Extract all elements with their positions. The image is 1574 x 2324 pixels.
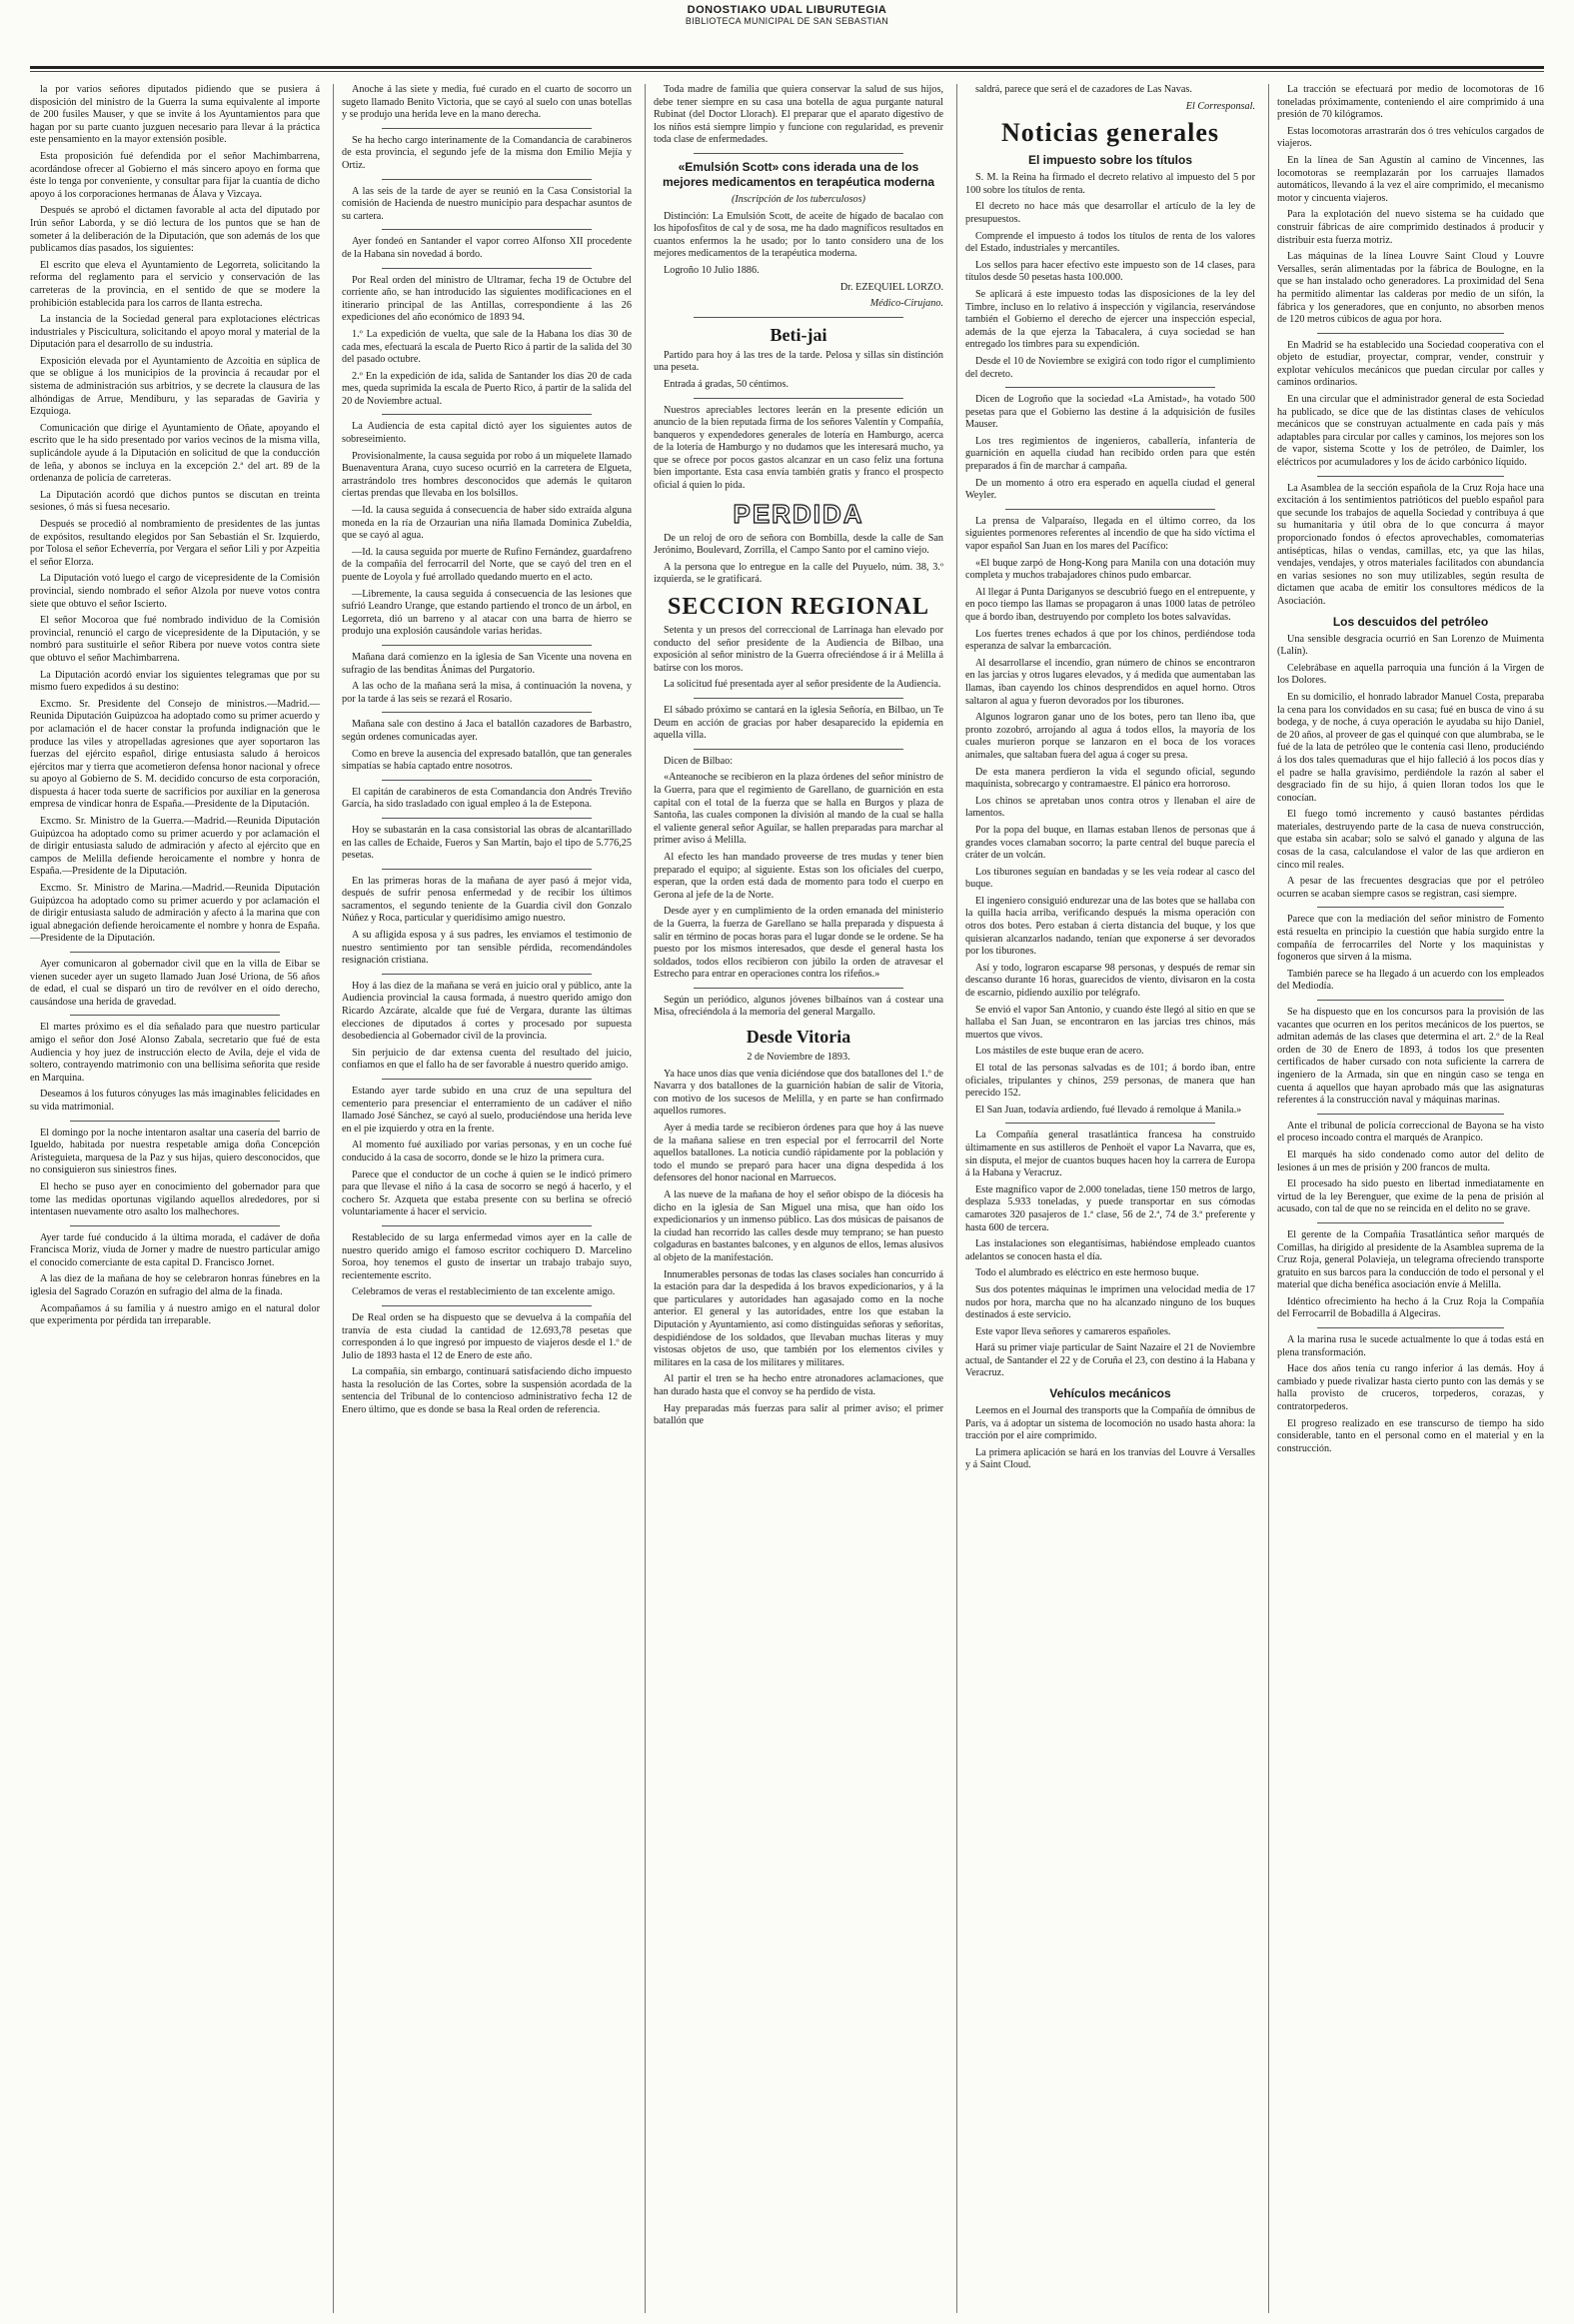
paragraph: Al efecto les han mandado proveerse de tres mudas y tener bien preparado el equipo; al siguiente. Estas son los oficiales del cuerpo, esperan, que la orden está dada de momento para todo el cuerpo en Gerona al jefe de la de Norte. bbox=[654, 851, 943, 901]
paragraph: De esta manera perdieron la vida el segundo oficial, segundo maquinista, sobrecargo y contramaestre. El pánico era horroroso. bbox=[965, 766, 1255, 791]
paragraph: Este vapor lleva señores y camareros españoles. bbox=[975, 1325, 1171, 1337]
divider bbox=[1005, 509, 1215, 510]
paragraph: Todo el alumbrado es eléctrico en este hermoso buque. bbox=[975, 1267, 1199, 1279]
paragraph: El progreso realizado en ese transcurso de tiempo ha sido considerable, tanto en el personal como en el material y en la construcción. bbox=[1277, 1417, 1544, 1454]
divider bbox=[694, 317, 903, 318]
paragraph: Según un periódico, algunos jóvenes bilbaínos van á costear una Misa, ofreciéndola á la memoria del general Margallo. bbox=[654, 994, 943, 1019]
paragraph: Para la explotación del nuevo sistema se ha cuidado que construir fábricas de aire comprimido destinados á producir y distribuir esta fuerza motriz. bbox=[1277, 209, 1544, 246]
paragraph: Entrada á gradas, 50 céntimos. bbox=[664, 378, 789, 390]
paragraph: Ayer comunicaron al gobernador civil que en la villa de Eibar se vienen suceder ayer un sugeto llamado Juan José Uriona, de 56 años de edad, el cual se disparó un tiro de revólver en el oído derecho, causándose una herida de gravedad. bbox=[30, 959, 320, 1008]
divider bbox=[382, 229, 592, 230]
paragraph: La primera aplicación se hará en los tranvías del Louvre á Versalles y á Saint Cloud. bbox=[965, 1446, 1255, 1471]
paragraph: En Madrid se ha establecido una Sociedad cooperativa con el objeto de estudiar, proyectar, comprar, vender, construir y explotar vehículos mecánicos que puedan circular por calles y caminos ordinarios. bbox=[1277, 339, 1544, 389]
paragraph: Hoy á las diez de la mañana se verá en juicio oral y público, ante la Audiencia provincial la causa formada, á nuestro querido amigo don Ricardo Azcárate, alcalde que fué de Vergara, durante las últimas elecciones de diputados á cortes y procesado por supuesta desobediencia al Gobernador civil de la provincia. bbox=[342, 980, 632, 1043]
column-separator bbox=[333, 84, 334, 2313]
paragraph: Sus dos potentes máquinas le imprimen una velocidad media de 17 nudos por hora, marcha que no ha alcanzado ninguno de los buques destinados á este servicio. bbox=[965, 1283, 1255, 1321]
paragraph: Esta proposición fué defendida por el señor Machimbarrena, acordándose ofrecer al Gobierno el más sincero apoyo en forma que éste lo tenga por conveniente, y consultar para fijar la cuantía de dicho apoyo á los corporaciones hermanas de Álava y Vizcaya. bbox=[30, 150, 320, 200]
paragraph: En su domicilio, el honrado labrador Manuel Costa, preparaba la cena para los convidados en su casa; fué en busca de vino á su bodega, y de noche, á cuya operación le ayudaba su hijo Daniel, de 20 años, al proveer de gas el quinqué con que alumbraba, se le fué de la lata de petróleo que le contenía casi lleno, produciéndo á los dos tales quemaduras que el hijo falleció á los pocos días y el padre se halla gravísimo, perdiéndole la razón al saber el desgraciado fin de su hijo, á quien lloran todos los que le conocían. bbox=[1277, 691, 1544, 804]
paragraph: El fuego tomó incremento y causó bastantes pérdidas materiales, destruyendo parte de la casa de nueva construcción, que estaba sin acabar; solo se salvó el ganado y alguna de las cosas de la casa, calculandose el valor de las que ardieron en cinco mil reales. bbox=[1277, 809, 1544, 871]
paragraph: Los tiburones seguían en bandadas y se les veía rodear al casco del buque. bbox=[965, 866, 1255, 891]
column-5 bbox=[1277, 84, 1544, 2313]
paragraph: Por la popa del buque, en llamas estaban llenos de personas que á grandes voces clamaban socorro; la parte central del buque parecía el cráter de un volcán. bbox=[965, 824, 1255, 862]
paragraph: —Id. la causa seguida por muerte de Rufino Fernández, guardafreno de la compañía del ferrocarril del Norte, que se cayó del tren en el puente de Loyola y fué arrollado quedando muerto en el acto. bbox=[342, 546, 632, 583]
divider bbox=[382, 128, 592, 129]
divider bbox=[694, 988, 903, 989]
paragraph: Se ha dispuesto que en los concursos para la provisión de las vacantes que ocurren en los peritos mecánicos de los puertos, se admitan además de las clases que determina el art. 2.º de la Real orden de 30 de Enero de 1893, á todos los que presenten certificados de haber cursado con nota suficiente la carrera de ingeniero de la Armada, sin que en ningún caso se tenga en cuenta á aquellos que hayan aprobado más que las asignaturas referentes á la construcción naval y máquinas marinas. bbox=[1277, 1007, 1544, 1107]
ad-heading: «Emulsión Scott» cons iderada una de los mejores medicamentos en terapéutica moderna bbox=[662, 159, 935, 189]
column-separator bbox=[956, 84, 957, 2313]
paragraph: La Diputación votó luego el cargo de vicepresidente de la Comisión provincial, siendo nombrado el señor Alzola por nueve votos contra siete que obtuvo el señor Iscierto. bbox=[30, 573, 320, 610]
paragraph: «El buque zarpó de Hong-Kong para Manila con una dotación muy completa y muchos trabajadores chinos pudo embarcar. bbox=[965, 557, 1255, 582]
paragraph: Sin perjuicio de dar extensa cuenta del resultado del juicio, confiamos en que el fallo ha de ser favorable á nuestro querido amigo. bbox=[342, 1047, 632, 1072]
paragraph: Hoy se subastarán en la casa consistorial las obras de alcantarillado en las calles de Echaide, Fueros y San Martín, bajo el tipo de 5.776,25 pesetas. bbox=[342, 824, 632, 862]
paragraph: Nuestros apreciables lectores leerán en la presente edición un anuncio de la bien reputada firma de los señores Valentín y Compañía, banqueros y expendedores generales de lotería en Hamburgo, acerca de la lotería de Hamburgo y no dudamos que les interesará mucho, ya que se ofrece por pocos gastos alcanzar en un caso feliz una fortuna bien importante. Esta casa envía también gratis y franco el prospecto oficial á quien lo pida. bbox=[654, 404, 943, 492]
paragraph: El gerente de la Compañía Trasatlántica señor marqués de Comillas, ha dirigido al presidente de la Asamblea suprema de la Cruz Roja, general Polavieja, un telegrama ofreciendo transporte gratuito en sus barcos para la conducción de todo el personal y el material que dicha benéfica asociación envíe á Melilla. bbox=[1277, 1228, 1544, 1291]
paragraph: A las ocho de la mañana será la misa, á continuación la novena, y por la tarde á las seis se rezará el Rosario. bbox=[342, 681, 632, 705]
masthead bbox=[0, 0, 1574, 40]
paragraph: El hecho se puso ayer en conocimiento del gobernador para que tome las medidas oportunas vigilando aquellos alrededores, por si intentasen nuevamente otro asalto los malhechores. bbox=[30, 1180, 320, 1218]
paragraph: De un reloj de oro de señora con Bombilla, desde la calle de San Jerónimo, Boulevard, Zorrilla, el Campo Santo por el camino viejo. bbox=[654, 532, 943, 557]
paragraph: En la línea de San Agustín al camino de Vincennes, las locomotoras se reemplazarán por los carruajes llamados automáticos, llevando á la vez el aire comprimido, el mecanismo motor y cincuenta viajeros. bbox=[1277, 154, 1544, 204]
signature-name: Dr. EZEQUIEL LORZO. bbox=[839, 281, 943, 293]
paragraph: La compañía, sin embargo, continuará satisfaciendo dicho impuesto hasta la resolución de las Cortes, sobre la suspensión acordada de la sentencia del Tribunal de lo contencioso administrativo fecha 12 de Enero último, que es donde se basa la Real orden de referencia. bbox=[342, 1366, 632, 1416]
paragraph: La Diputación acordó que dichos puntos se discutan en treinta sesiones, ó más si fuesa necesario. bbox=[30, 489, 320, 514]
paragraph: Estando ayer tarde subido en una cruz de una sepultura del cementerio para presenciar el enterramiento de un cadáver el niño llamado José Sánchez, se cayó al suelo, produciéndose una herida leve en el pie izquierdo y otra en la frente. bbox=[342, 1086, 632, 1135]
paragraph: A su afligida esposa y á sus padres, les enviamos el testimonio de nuestro sentimiento por tan sensible pérdida, recomendándoles resignación cristiana. bbox=[342, 930, 632, 967]
column-2 bbox=[342, 84, 632, 2313]
column-separator bbox=[1268, 84, 1269, 2313]
paragraph: Por Real orden del ministro de Ultramar, fecha 19 de Octubre del corriente año, se han introducido las siguientes modificaciones en el itinerario principal de las Antillas, correspondiente á las 26 expediciones del año económico de 1893 94. bbox=[342, 274, 632, 324]
divider bbox=[382, 712, 592, 713]
paragraph: Se envió el vapor San Antonio, y cuando éste llegó al sitio en que se hallaba el San Juan, se encontraron en las jarcias tres chinos, más muertos que vivos. bbox=[965, 1004, 1255, 1041]
signature-title: Médico-Cirujano. bbox=[869, 298, 943, 310]
paragraph: Setenta y un presos del correccional de Larrinaga han elevado por conducto del señor presidente de la Audiencia de Bilbao, una exposición al señor ministro de la Guerra ofreciéndose á ir á Melilla á batirse con los moros. bbox=[654, 625, 943, 674]
top-rule bbox=[30, 66, 1544, 69]
paragraph: la por varios señores diputados pidiendo que se pusiera á disposición del ministro de la Guerra la suma equivalente al importe de 200 fusiles Mauser, y que se invite á los Ayuntamientos para que hagan por su parte cuanto juzguen necesario para llevar á la práctica este pensamiento en la mayor extensión posible. bbox=[30, 84, 320, 146]
paragraph: Anoche á las siete y media, fué curado en el cuarto de socorro un sugeto llamado Benito Victoria, que se cayó al suelo con unas botellas y se produjo una herida leve en la mano derecha. bbox=[342, 84, 632, 121]
paragraph: Parece que con la mediación del señor ministro de Fomento está resuelta en principio la cuestión que había surgido entre la compañía de ferrocarriles del Norte y los maquinistas y fogoneros que sirven á la misma. bbox=[1277, 914, 1544, 964]
heading-betijai: Beti-jai bbox=[770, 324, 827, 345]
paragraph: Se ha hecho cargo interinamente de la Comandancia de carabineros de esta provincia, el segundo jefe de la misma don Emilio Mejía y Ortiz. bbox=[342, 134, 632, 171]
paragraph: Ayer á media tarde se recibieron órdenes para que hoy á las nueve de la mañana saliese en tren especial por el ferrocarril del Norte aquellos batallones. La noticia cundió rápidamente por la población y todo el mundo se preparó para hacer una digna despedida á los defensores del honor nacional en Marruecos. bbox=[654, 1123, 943, 1184]
paragraph: A las nueve de la mañana de hoy el señor obispo de la diócesis ha dicho en la iglesia de San Miguel una misa, que han oído los expedicionarios y un inmenso público. Las dos músicas de paisanos de la ciudad han recorrido las calles desde muy temprano; se han puesto colgaduras en bastantes balcones, y en algunos de ellos, lemas alusivos al objeto de la manifestación. bbox=[654, 1189, 943, 1263]
paragraph: Una sensible desgracia ocurrió en San Lorenzo de Muimenta (Lalín). bbox=[1277, 633, 1544, 658]
paragraph: El escrito que eleva el Ayuntamiento de Legorreta, solicitando la reforma del reglamento para el servicio y conservación de las carreteras de la provincia, en el sentido de que se modere la prohibición establecida para los carros de llanta estrecha. bbox=[30, 259, 320, 309]
column-3 bbox=[654, 84, 943, 2313]
paragraph: Los mástiles de este buque eran de acero. bbox=[975, 1046, 1144, 1058]
divider bbox=[1317, 1114, 1504, 1115]
paragraph: Comunicación que dirige el Ayuntamiento de Oñate, apoyando el escrito que le ha sido presentado por varios vecinos de la misma villa, suplicándole ayude á la Diputación en solicitud de que la conducción de leña, y abonos se incluya en la excepción 2.ª del art. 89 de la ordenanza de policía de carreteras. bbox=[30, 422, 320, 485]
paragraph: El martes próximo es el día señalado para que nuestro particular amigo el señor don José Alonso Zabala, secretario que fué de esta Audiencia y hoy juez de instrucción electo de Avila, deje el vida de soltero, contrayendo matrimonio con una bellísima señorita que reside en Marquina. bbox=[30, 1022, 320, 1084]
paragraph: Excmo. Sr. Ministro de Marina.—Madrid.—Reunida Diputación Guipúzcoa ha adoptado como su primer acuerdo y por aclamación el de dirigir entusiasta saludo de admiración y afecto á la marina que con igual abnegación defiende heroicamente el nombre y honra de España.—Presidente de la Diputación. bbox=[30, 883, 320, 945]
paragraph: Leemos en el Journal des transports que la Compañía de ómnibus de París, va á adoptar un sistema de locomoción no usado hasta ahora: la tracción por el aire comprimido. bbox=[965, 1405, 1255, 1442]
divider bbox=[70, 1225, 280, 1226]
divider bbox=[382, 780, 592, 781]
paragraph: La instancia de la Sociedad general para explotaciones eléctricas industriales y Piscicultura, solicitando el apoyo moral y material de la Diputación para el desarrollo de su industria. bbox=[30, 314, 320, 351]
top-rule-thin bbox=[30, 71, 1544, 72]
divider bbox=[694, 153, 903, 154]
paragraph: Celebrábase en aquella parroquia una función á la Virgen de los Dolores. bbox=[1277, 662, 1544, 687]
divider bbox=[1005, 387, 1215, 388]
paragraph: Los sellos para hacer efectivo este impuesto son de 14 clases, para títulos desde 50 pesetas hasta 100.000. bbox=[965, 259, 1255, 284]
paragraph: S. M. la Reina ha firmado el decreto relativo al impuesto del 5 por 100 sobre los títulos de renta. bbox=[965, 172, 1255, 196]
divider bbox=[382, 818, 592, 819]
divider bbox=[694, 398, 903, 399]
paragraph: La Compañía general trasatlántica francesa ha construido últimamente en sus astilleros de Penhoët el vapor La Navarra, que es, sin disputa, el mejor de cuantos buques hacen hoy la carrera de Europa á la Habana y Veracruz. bbox=[965, 1130, 1255, 1179]
paragraph: Hace dos años tenía cu rango inferior á las demás. Hoy á cambiado y puede rivalizar hasta cierto punto con las demás y se halla provisto de cruceros, torpederos, corazas, y contratorpederos. bbox=[1277, 1363, 1544, 1413]
heading-vehiculos: Vehículos mecánicos bbox=[1049, 1386, 1171, 1401]
paragraph: A pesar de las frecuentes desgracias que por el petróleo ocurren se acaban siempre casos se registran, casi siempre. bbox=[1277, 876, 1544, 900]
paragraph: El domingo por la noche intentaron asaltar una casería del barrio de Igueldo, habitada por nuestra respetable amiga doña Concepción Aristeguieta, marquesa de la Paz y sus hijas, quiero desconocidos, que no consiguieron sus siniestros fines. bbox=[30, 1127, 320, 1176]
paragraph: Logroño 10 Julio 1886. bbox=[664, 264, 760, 276]
divider bbox=[1005, 1123, 1215, 1124]
paragraph: Provisionalmente, la causa seguida por robo á un miquelete llamado Buenaventura Arana, cuyo suceso ocurrió en la carretera de Elgueta, arrastrándolo tres hombres desconocidos que además le quitaron ciertas prendas que llevaba en los bolsillos. bbox=[342, 450, 632, 500]
paragraph: Distinción: La Emulsión Scott, de aceite de hígado de bacalao con los hipofosfitos de cal y de sosa, me ha dado magníficos resultados en cuantos enfermos la he usado; por lo tanto considero una de los mejores medicamentos de la terapéutica moderna. bbox=[654, 210, 943, 260]
paragraph: Mañana sale con destino á Jaca el batallón cazadores de Barbastro, según ordenes comunicadas ayer. bbox=[342, 719, 632, 743]
divider bbox=[382, 974, 592, 975]
heading-desde-vitoria: Desde Vitoria bbox=[746, 1027, 851, 1048]
paragraph: Idéntico ofrecimiento ha hecho á la Cruz Roja la Compañía del Ferrocarril de Bobadilla á Algeciras. bbox=[1277, 1295, 1544, 1320]
dateline: 2 de Noviembre de 1893. bbox=[747, 1052, 850, 1064]
paragraph: En las primeras horas de la mañana de ayer pasó á mejor vida, después de sufrir penosa enfermedad y de recibir los últimos sacramentos, el segundo teniente de la Guardia civil don Gonzalo Núñez y Roca, particular y queridísimo amigo nuestro. bbox=[342, 875, 632, 925]
paragraph: «Anteanoche se recibieron en la plaza órdenes del señor ministro de la Guerra, para que el regimiento de Garellano, de guarnición en esta capital con el total de la fuerza que se halla en Burgos y plaza de Santoña, las cuales componen la división al mando de la cual se halla el valiente general señor Aguilar, se hallen preparadas para marchar al primer aviso á Melilla. bbox=[654, 772, 943, 847]
paragraph: A las diez de la mañana de hoy se celebraron honras fúnebres en la iglesia del Sagrado Corazón en sufragio del alma de la finada. bbox=[30, 1273, 320, 1298]
divider bbox=[694, 698, 903, 699]
divider bbox=[1317, 1222, 1504, 1223]
divider bbox=[382, 1079, 592, 1080]
paragraph: Desde el 10 de Noviembre se exigirá con todo rigor el cumplimiento del decreto. bbox=[965, 355, 1255, 380]
paragraph: La Asamblea de la sección española de la Cruz Roja hace una excitación á los sentimientos patrióticos del pueblo español para que secunde los trabajos de aquella Sociedad y contribuya á que su humanitaria y útil obra de lo que concurra á mayor proporcionado fondos ó efectos aprovechables, comomaterias antisépticas, hilas o vendas, camillas, etc, ya que las hilas, vendajes, vendajes, y otros materiales facilitados con abundancia en varias sesiones no son muy utilizables, según resulta de dictamen que acaba de emitir los consultores médicos de la Asociación. bbox=[1277, 482, 1544, 607]
paragraph: A la marina rusa le sucede actualmente lo que á todas está en plena transformación. bbox=[1277, 1334, 1544, 1358]
heading-perdida: PERDIDA bbox=[733, 498, 864, 529]
paragraph: Como en breve la ausencia del expresado batallón, que tan generales simpatías se había captado entre nosotros. bbox=[342, 748, 632, 773]
heading-petroleo: Los descuidos del petróleo bbox=[1332, 614, 1489, 629]
paragraph: El marqués ha sido condenado como autor del delito de lesiones á un mes de prisión y 200 francos de multa. bbox=[1277, 1149, 1544, 1173]
paragraph: Estas locomotoras arrastrarán dos ó tres vehículos cargados de viajeros. bbox=[1277, 125, 1544, 150]
paragraph: También parece se ha llegado á un acuerdo con los empleados del Mediodía. bbox=[1277, 968, 1544, 993]
divider bbox=[1317, 1000, 1504, 1001]
column-4 bbox=[965, 84, 1255, 2313]
paragraph: Partido para hoy á las tres de la tarde. Pelosa y sillas sin distinción una peseta. bbox=[654, 349, 943, 374]
divider bbox=[382, 268, 592, 269]
paragraph: Ayer fondeó en Santander el vapor correo Alfonso XII procedente de la Habana sin novedad á bordo. bbox=[342, 236, 632, 260]
heading-seccion-regional: SECCION REGIONAL bbox=[667, 594, 930, 621]
heading-noticias-generales: Noticias generales bbox=[1000, 118, 1219, 148]
paragraph: Después se aprobó el dictamen favorable al acta del diputado por Irún señor Laborda, y se dió lectura de los puntos que se han de someter á la deliberación de la Diputación, que son además de los que publicamos días pasados, los siguientes: bbox=[30, 205, 320, 255]
paragraph: Exposición elevada por el Ayuntamiento de Azcoitia en súplica de que se obligue á los municipios de la provincia á recaudar por el sistema de administración sus arbitrios, y se decrete la clausura de las alhóndigas de Arrue, Mendiburu, y las separadas de Gaviria y Ezquioga. bbox=[30, 355, 320, 418]
paragraph: Los chinos se apretaban unos contra otros y llenaban el aire de lamentos. bbox=[965, 795, 1255, 820]
paragraph: El decreto no hace más que desarrollar el artículo de la ley de presupuestos. bbox=[965, 201, 1255, 225]
divider bbox=[382, 179, 592, 180]
divider bbox=[382, 645, 592, 646]
paragraph: El ingeniero consiguió endurezar una de las botes que se hallaba con la quilla hacia arriba, verificando después la misma operación con otros dos botes. Pero estaban á cierta distancia del buque, y los que quisieran alcanzarlos nadando, tenían que exponerse á ser devorados por los tiburones. bbox=[965, 895, 1255, 958]
paragraph: El procesado ha sido puesto en libertad inmediatamente en virtud de la ley Berenguer, que exime de la pena de prisión al acusado, con tal de que no se reincida en el delito no se grave. bbox=[1277, 1178, 1544, 1215]
columns bbox=[30, 84, 1544, 2313]
divider bbox=[694, 749, 903, 750]
paragraph: 1.º La expedición de vuelta, que sale de la Habana los días 30 de cada mes, efectuará la escala de Puerto Rico á partir de la salida del 30 del pasado octubre. bbox=[342, 328, 632, 366]
paragraph: El señor Mocoroa que fué nombrado individuo de la Comisión provincial, renunció el cargo de vicepresidente de la Diputación, y se nombró para sustituirle el señor Ribera por nueve votos contra siete que obtuvo el señor Machimbarrena. bbox=[30, 615, 320, 664]
divider bbox=[382, 1305, 592, 1306]
column-1 bbox=[30, 84, 320, 2313]
paragraph: 2.º En la expedición de ida, salida de Santander los días 20 de cada mes, queda suprimida la escala de Puerto Rico, á partir de la salida del 20 de Noviembre actual. bbox=[342, 370, 632, 407]
divider bbox=[70, 1015, 280, 1016]
paragraph: Algunos lograron ganar uno de los botes, pero tan lleno iba, que pronto zozobró, arrojando al agua á todos ellos, la mayoría de los cuales murieron porque se lanzaron en el boca de los voraces animales, que saltaban fuera del agua á coger su presa. bbox=[965, 712, 1255, 761]
divider bbox=[70, 952, 280, 953]
paragraph: Se aplicará á este impuesto todas las disposiciones de la ley del Timbre, incluso en lo relativo á inspección y vigilancia, reservándose también el Gobierno el derecho de ejercer una inspección especial, además de la que ejerza la Tabacalera, á cuya sociedad se han entregado los timbres para su expendición. bbox=[965, 288, 1255, 351]
paragraph: Al momento fué auxiliado por varias personas, y en un coche fué conducido á la casa de socorro, donde se le hizo la primera cura. bbox=[342, 1140, 632, 1163]
paragraph: Ante el tribunal de policía correccional de Bayona se ha visto el proceso incoado contra el marqués de Aranpico. bbox=[1277, 1120, 1544, 1145]
paragraph: Al desarrollarse el incendio, gran número de chinos se encontraron en las jarcias y otros lugares elevados, y á medida que aumentaban las llamas, iban cayendo los chinos desprendidos en aquel horno. Otros saltaron al agua y fueron devorados por los tiburones. bbox=[965, 657, 1255, 707]
ad-subheading: (Inscripción de los tuberculosos) bbox=[731, 193, 866, 205]
paragraph: Acompañamos á su familia y á nuestro amigo en el natural dolor que experimenta por pérdida tan irreparable. bbox=[30, 1302, 320, 1327]
paragraph: El total de las personas salvadas es de 101; á bordo iban, entre oficiales, tripulantes y chinos, 259 personas, de manera que han perecido 152. bbox=[965, 1063, 1255, 1100]
paragraph: La prensa de Valparaíso, llegada en el último correo, da los siguientes pormenores referentes al incendio de que ha sido víctima el vapor español San Juan en los mares del Pacífico: bbox=[965, 515, 1255, 553]
masthead-library-basque: DONOSTIAKO UDAL LIBURUTEGIA bbox=[687, 4, 887, 16]
masthead-library-spanish: BIBLIOTECA MUNICIPAL DE SAN SEBASTIAN bbox=[685, 16, 889, 26]
paragraph: Comprende el impuesto á todos los títulos de renta de los valores del Estado, industriales y mercantiles. bbox=[965, 230, 1255, 255]
paragraph: Este magnífico vapor de 2.000 toneladas, tiene 150 metros de largo, desplaza 5.933 toneladas, y puede transportar en sus cómodas camarotes 320 pasajeros de 1.ª clase, 56 de 2.ª, 74 de 3.ª preferente y hasta 600 de tercera. bbox=[965, 1183, 1255, 1233]
paragraph: Hará su primer viaje particular de Saint Nazaire el 21 de Noviembre actual, de Santander el 22 y de Coruña el 23, con destino á la Habana y Veracruz. bbox=[965, 1342, 1255, 1379]
paragraph: A la persona que lo entregue en la calle del Puyuelo, núm. 38, 3.º izquierda, se le gratificará. bbox=[654, 561, 943, 586]
paragraph: Deseamos á los futuros cónyuges las más imaginables felicidades en su vida matrimonial. bbox=[30, 1089, 320, 1113]
paragraph: Así y todo, lograron escaparse 98 personas, y después de remar sin descanso durante 16 horas, guarecidos de viento, divisaron en la costa de escarnio, pidiendo auxilio por telégrafo. bbox=[965, 962, 1255, 1000]
divider bbox=[382, 869, 592, 870]
paragraph: Excmo. Sr. Presidente del Consejo de ministros.—Madrid.—Reunida Diputación Guipúzcoa ha adoptado como su primer acuerdo y por aclamación el de hacer constar la profunda indignación que le produce las viles y atropelladas agresiones que ayer soportaron las fuerzas del ejército español, dirige entusiasta saludo á heroicos ejércitos mar y tierra que acometieron defensa honor nacional y ofrece su apoyo al Gobierno de S. M. decidido concurso de esta corporación, dispuesta á hacer toda suerte de sacrificios por auxiliar en la generosa empresa de vindicar honra de España.—Presidente de la Diputación. bbox=[30, 698, 320, 811]
paragraph: De Real orden se ha dispuesto que se devuelva á la compañía del tranvía de esta ciudad la cantidad de 12.693,78 pesetas que corresponden á lo que ingresó por impuesto de viajeros desde el 1.º de Julio de 1893 hasta el 12 de Enero de este año. bbox=[342, 1311, 632, 1361]
column-separator bbox=[645, 84, 646, 2313]
paragraph: El San Juan, todavía ardiendo, fué llevado á remolque á Manila.» bbox=[975, 1104, 1242, 1116]
paragraph: Dicen de Logroño que la sociedad «La Amistad», ha votado 500 pesetas para que el Gobierno las destine á la adquisición de fusiles Mauser. bbox=[965, 394, 1255, 431]
paragraph: La tracción se efectuará por medio de locomotoras de 16 toneladas próximamente, conteniendo el aire comprimido á una presión de 70 kilógramos. bbox=[1277, 84, 1544, 121]
signature: El Corresponsal. bbox=[1185, 100, 1255, 112]
paragraph: Toda madre de familia que quiera conservar la salud de sus hijos, debe tener siempre en su casa una botella de agua purgante natural Rubinat (del Doctor Llorach). El preparar que el aparato digestivo de los niños está siempre limpio y funcione con regularidad, es prevenir toda clase de enfermedades. bbox=[654, 84, 943, 146]
paragraph: Las máquinas de la línea Louvre Saint Cloud y Louvre Versalles, serán alimentadas por la fábrica de Boulogne, en la que se han instalado ocho generadores. La proximidad del Sena ha permitido alimentar las calderas por medio de un sifón, la fábrica y los generadores, que en conjunto, no absorben menos de 120 metros cúbicos de agua por hora. bbox=[1277, 251, 1544, 326]
paragraph: La Diputación acordó enviar los siguientes telegramas que por su mismo fuero expedidos á su destino: bbox=[30, 669, 320, 694]
paragraph: —Libremente, la causa seguida á consecuencia de las lesiones que sufrió Leandro Urange, que estando partiendo el tronco de un árbol, en Legorreta, dió un barreno y al atacar con una barra de hierro se produjo una explosión causándole varias heridas. bbox=[342, 588, 632, 638]
paragraph: Innumerables personas de todas las clases sociales han concurrido á la estación para dar la despedida á los bravos expedicionarios, y á la que particulares y autoridades han agasajado como en la noche anterior. El general y las autoridades, entre los que estaban la Diputación y Ayuntamiento, así como distinguidas señoras y señoritas, despidiéndose de los soldados, que llevaban muchas literas y muy vistosas objetos de uso, que también por los elementos civiles y militares en la casa de los militares y militares. bbox=[654, 1268, 943, 1368]
paragraph: La Audiencia de esta capital dictó ayer los siguientes autos de sobreseimiento. bbox=[342, 421, 632, 446]
divider bbox=[1317, 333, 1504, 334]
paragraph: Celebramos de veras el restablecimiento de tan excelente amigo. bbox=[352, 1286, 616, 1298]
paragraph: —Id. la causa seguida á consecuencia de haber sido extraída alguna moneda en la ría de Orzaurian una niña llamada Dominica Zubeldia, que se cayó al agua. bbox=[342, 505, 632, 542]
divider bbox=[382, 414, 592, 415]
divider bbox=[382, 1225, 592, 1226]
paragraph: Al partir el tren se ha hecho entre atronadores aclamaciones, que han durado hasta que el convoy se ha perdido de vista. bbox=[654, 1373, 943, 1397]
paragraph: En una circular que el administrador general de esta Sociedad ha publicado, se dice que de las distintas clases de vehículos mecánicos que se construyan actualmente en cada país y más adaptables para circular por calles y caminos, los mejores son los de vapor, sistema Scotte y los de petróleo, de Daimler, los eléctricos por acumuladores y los de ácido carbónico líquido. bbox=[1277, 394, 1544, 469]
paragraph: Dicen de Bilbao: bbox=[664, 755, 734, 767]
paragraph: Desde ayer y en cumplimiento de la orden emanada del ministerio de la Guerra, la fuerza de Garellano se halla preparada y dispuesta á salir en término de pocas horas para el lugar donde se le ordene. Se ha puesto por los mismos interesados, que desde el general hasta los soldados, todos ellos recibieron con júbilo la orden de atravesar el Estrecho para entrar en operaciones contra los rifeños.» bbox=[654, 906, 943, 981]
paragraph: Ayer tarde fué conducido á la última morada, el cadáver de doña Francisca Moriz, viuda de Jorner y madre de nuestro particular amigo el conocido comerciante de esta capital D. Francisco Jornet. bbox=[30, 1231, 320, 1268]
paragraph: A las seis de la tarde de ayer se reunió en la Casa Consistorial la comisión de Hacienda de nuestro municipio para despachar asuntos de su cartera. bbox=[342, 185, 632, 222]
divider bbox=[1317, 1327, 1504, 1328]
paragraph: Hay preparadas más fuerzas para salir al primer aviso; el primer batallón que bbox=[654, 1402, 943, 1427]
paragraph: Al llegar á Punta Dariganyos se descubrió fuego en el entrepuente, y en poco tiempo las llamas se propagaron á unas 1000 latas de petróleo que á bordo iban, destruyendo por completo los botes salvavidas. bbox=[965, 586, 1255, 623]
paragraph: Parece que el conductor de un coche á quien se le indicó primero para que llevase el niño á la casa de socorro se negó á hacerlo, y el cochero Sr. Azqueta que estaba presente con su berlina se ofreció voluntariamente á hacer el servicio. bbox=[342, 1168, 632, 1218]
paragraph: El sábado próximo se cantará en la iglesia Señoría, en Bilbao, un Te Deum en acción de gracias por haber desaparecido la epidemia en aquella villa. bbox=[654, 705, 943, 742]
paragraph: Las instalaciones son elegantísimas, habiéndose empleado cuantos adelantos se conocen hasta el día. bbox=[965, 1238, 1255, 1262]
paragraph: Mañana dará comienzo en la iglesia de San Vicente una novena en sufragio de las benditas Ánimas del Purgatorio. bbox=[342, 651, 632, 676]
paragraph: Excmo. Sr. Ministro de la Guerra.—Madrid.—Reunida Diputación Guipúzcoa ha adoptado como su primer acuerdo y por aclamación el de dirigir entusiasta saludo de admiración y afecto al ejército que en campos de Melilla defiende heroicamente el nombre y honra de España.—Presidente de la Diputación. bbox=[30, 816, 320, 878]
paragraph: Restablecido de su larga enfermedad vimos ayer en la calle de nuestro querido amigo el famoso escritor cochiquero D. Marcelino Soroa, hoy tenemos el gusto de insertar un trabajo trabajo suyo, recientemente escrito. bbox=[342, 1231, 632, 1281]
paragraph: La solicitud fué presentada ayer al señor presidente de la Audiencia. bbox=[664, 679, 941, 691]
paragraph: El capitán de carabineros de esta Comandancia don Andrés Treviño García, ha sido trasladado con igual empleo á la de Estepona. bbox=[342, 786, 632, 811]
divider bbox=[1317, 907, 1504, 908]
divider bbox=[1317, 476, 1504, 477]
heading-impuesto: El impuesto sobre los títulos bbox=[1027, 153, 1193, 168]
paragraph: Ya hace unos días que venía diciéndose que dos batallones del 1.º de Navarra y dos batallones de la guarnición habían de salir de Vitoria, con motivo de los sucesos de Melilla, y en parte se han confirmado aquellos rumores. bbox=[654, 1068, 943, 1118]
divider bbox=[70, 1121, 280, 1122]
paragraph: Los tres regimientos de ingenieros, caballería, infantería de guarnición en aquella ciudad han recibido orden para que estén preparados á fin de marchar á campaña. bbox=[965, 435, 1255, 473]
paragraph: De un momento á otro era esperado en aquella ciudad el general Weyler. bbox=[965, 477, 1255, 502]
paragraph: saldrá, parece que será el de cazadores de Las Navas. bbox=[975, 84, 1192, 95]
paragraph: Después se procedió al nombramiento de presidentes de las juntas de expósitos, resultando elegidos por San Sebastián el Sr. Izquierdo, por Tolosa el señor Echeverría, por Vergara el señor Lili y por Azpeitia el señor Elorza. bbox=[30, 519, 320, 568]
paragraph: Los fuertes trenes echados á que por los chinos, perdiéndose toda esperanza de salvar la embarcación. bbox=[965, 628, 1255, 653]
